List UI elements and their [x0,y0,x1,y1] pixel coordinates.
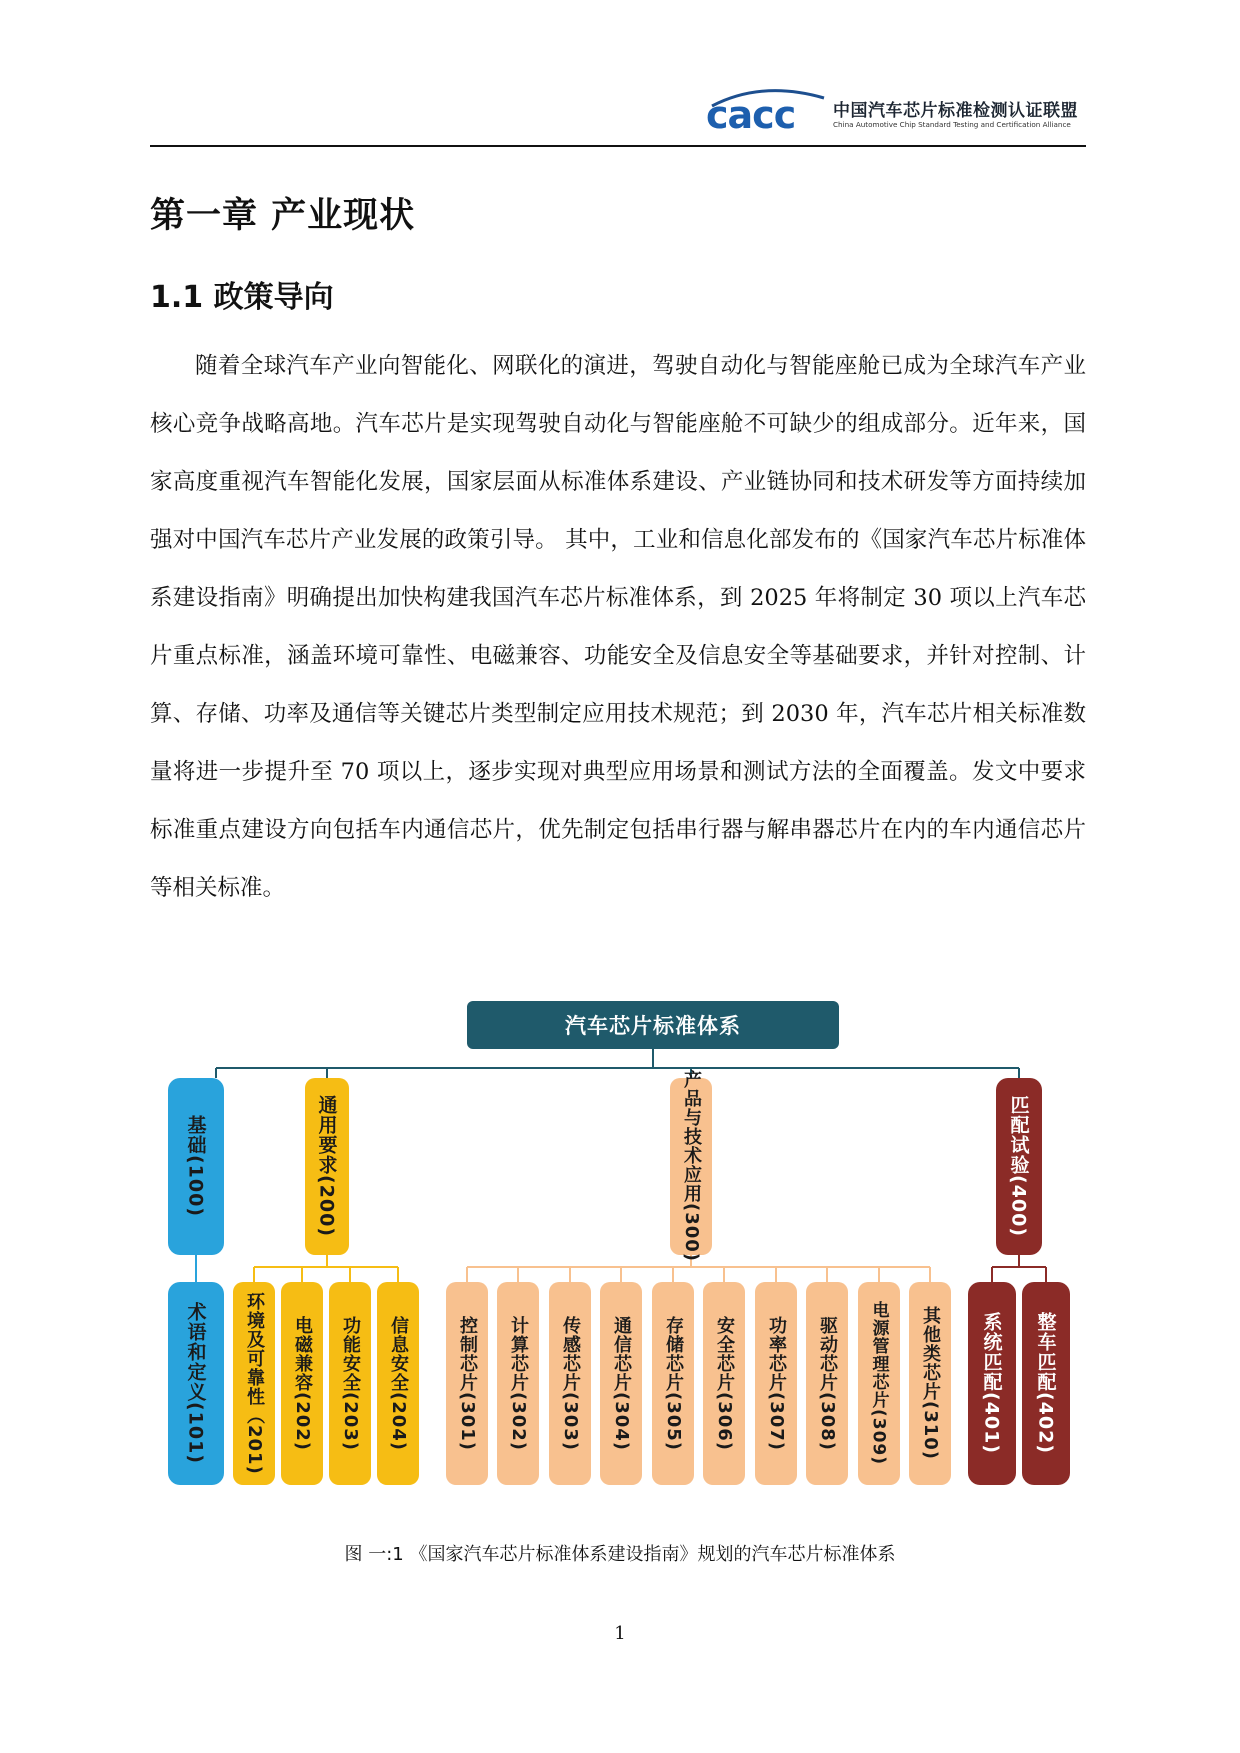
child-label: 系统匹配(401) [980,1312,1003,1455]
child-node-302 [497,1282,539,1485]
child-label: 电磁兼容(202) [292,1315,313,1452]
child-label: 安全芯片(306) [714,1315,735,1452]
child-node-303 [549,1282,591,1485]
child-node-202 [281,1282,323,1485]
child-node-305 [652,1282,694,1485]
child-label: 传感芯片(303) [560,1315,581,1452]
root-node: 汽车芯片标准体系 [467,1001,839,1049]
chapter-title: 第一章 产业现状 [150,196,416,236]
child-node-401 [968,1282,1016,1485]
child-node-308 [806,1282,848,1485]
svg-text:cacc: cacc [706,93,796,134]
child-label: 信息安全(204) [388,1315,409,1452]
child-label: 术语和定义(101) [184,1302,207,1465]
category-label: 产品与技术应用(300) [681,1070,702,1263]
org-name-en: China Automotive Chip Standard Testing and Certification Alliance [833,120,1071,129]
child-label: 计算芯片(302) [508,1315,529,1452]
category-label: 基础(100) [184,1115,207,1218]
child-node-203 [329,1282,371,1485]
category-label: 通用要求(200) [315,1095,338,1238]
child-label: 环境及可靠性（201) [244,1292,265,1475]
child-node-309 [858,1282,900,1485]
figure-caption: 图 一:1 《国家汽车芯片标准体系建设指南》规划的汽车芯片标准体系 [344,1544,896,1565]
category-node-matching [996,1078,1042,1255]
child-label: 整车匹配(402) [1034,1312,1057,1455]
body-paragraph: 随着全球汽车产业向智能化、网联化的演进，驾驶自动化与智能座舱已成为全球汽车产业核心竞争战略高地。汽车芯片是实现驾驶自动化与智能座舱不可缺少的组成部分。近年来，国家高度重视汽车智能化发展，国家层面从标准体系建设、产业链协同和技术研发等方面持续加强对中国汽车芯片产业发展的政策引导。 其中，工业和信息化部发布的《国家汽车芯片标准体系建设指南》明确提出加快构建我国汽车芯片标准体系，到 2025 年将制定 30 项以上汽车芯片重点标准，涵盖环境可靠性、电磁兼容、功能安全及信息安全等基础要求，并针对控制、计算、存储、功率及通信等关键芯片类型制定应用技术规范；到 2030 年，汽车芯片相关标准数量将进一步提升至 70 项以上，逐步实现对典型应用场景和测试方法的全面覆盖。发文中要求标准重点建设方向包括车内通信芯片，优先制定包括串行器与解串器芯片在内的车内通信芯片等相关标准。 [150,353,1086,901]
child-node-307 [755,1282,797,1485]
category-node-product [670,1070,712,1263]
child-label: 功率芯片(307) [766,1315,787,1452]
child-label: 电源管理芯片(309) [868,1301,889,1466]
page-header [150,70,1085,146]
category-label: 匹配试验(400) [1007,1095,1030,1238]
page-number: 1 [614,1623,626,1644]
child-node-304 [600,1282,642,1485]
child-label: 功能安全(203) [340,1315,361,1452]
child-label: 控制芯片(301) [457,1315,478,1452]
child-node-310 [909,1282,951,1485]
header-divider [150,145,1086,147]
org-name-cn: 中国汽车芯片标准检测认证联盟 [833,101,1078,121]
category-node-basic [168,1078,224,1255]
child-node-101 [168,1282,224,1485]
child-node-204 [377,1282,419,1485]
child-label: 其他类芯片(310) [920,1306,941,1461]
child-node-301 [446,1282,488,1485]
cacc-logo [702,84,832,134]
child-label: 通信芯片(304) [611,1315,632,1452]
child-label: 驱动芯片(308) [817,1315,838,1452]
child-node-402 [1022,1282,1070,1485]
child-node-201 [233,1282,275,1485]
section-title: 1.1 政策导向 [150,280,334,315]
category-node-general [305,1078,349,1255]
child-node-306 [703,1282,745,1485]
child-label: 存储芯片(305) [663,1315,684,1452]
